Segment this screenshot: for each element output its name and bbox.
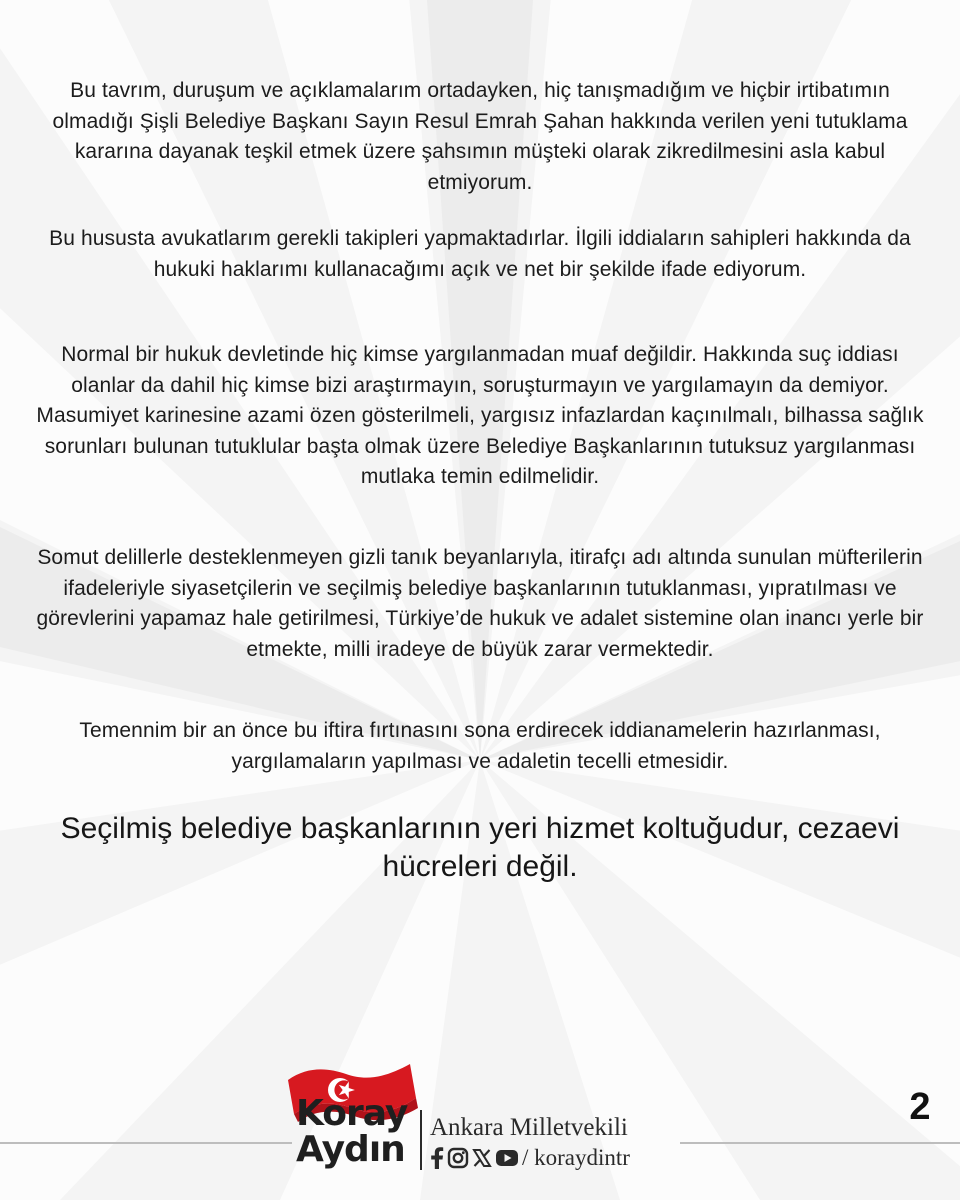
social-handle: / koraydintr — [522, 1145, 630, 1170]
instagram-icon[interactable] — [447, 1147, 469, 1169]
logo-separator — [420, 1110, 422, 1170]
paragraph-1: Bu tavrım, duruşum ve açıklamalarım ortadayken, hiç tanışmadığım ve hiçbir irtibatımın olmadığı Şişli Belediye Başkanı Sayın Resul Emrah Şahan hakkında verilen yeni tutuklama kararına dayanak teşkil etmek üzere şahsımın müşteki olarak zikredilmesini asla kabul etmiyorum. — [52, 79, 908, 194]
closing-statement: Seçilmiş belediye başkanlarının yeri hizmet koltuğudur, cezaevi hücreleri değil. — [60, 812, 900, 883]
logo-first-name: Koray — [296, 1093, 408, 1134]
social-row — [430, 1146, 630, 1170]
paragraph-2: Bu hususta avukatlarım gerekli takipleri yapmaktadırlar. İlgili iddiaların sahipleri hakkında da hukuki haklarımı kullanacağımı açık ve net bir şekilde ifade ediyorum. — [49, 227, 911, 281]
paragraph-4: Somut delillerle desteklenmeyen gizli tanık beyanlarıyla, itirafçı adı altında sunulan müfterilerin ifadeleriyle siyasetçilerin ve seçilmiş belediye başkanlarının tutuklanması, yıpratılması ve görevlerini yapamaz hale getirilmesi, Türkiye’de hukuk ve adalet sistemine olan inancı yerle bir etmekte, milli iradeye de büyük zarar vermektedir. — [36, 546, 924, 661]
logo-last-name: Aydın — [296, 1129, 405, 1170]
page-number: 2 — [909, 1086, 931, 1128]
x-icon[interactable] — [472, 1148, 492, 1168]
paragraph-5: Temennim bir an önce bu iftira fırtınasını sona erdirecek iddianamelerin hazırlanması, yargılamaların yapılması ve adaletin tecelli etmesidir. — [79, 719, 881, 773]
footer-divider-left — [0, 1142, 292, 1144]
footer-divider-right — [680, 1142, 960, 1144]
facebook-icon[interactable] — [430, 1147, 444, 1169]
koray-aydin-logo — [284, 1058, 684, 1178]
paragraph-3: Normal bir hukuk devletinde hiç kimse yargılanmadan muaf değildir. Hakkında suç iddiası olanlar da dahil hiç kimse bizi araştırmayın, soruşturmayın ve yargılamayın da demiyor. Masumiyet karinesine azami özen gösterilmeli, yargısız infazlardan kaçınılmalı, bilhassa sağlık sorunları bulunan tutuklular başta olmak üzere Belediye Başkanlarının tutuksuz yargılanması mutlaka temin edilmelidir. — [36, 343, 924, 488]
youtube-icon[interactable] — [495, 1149, 519, 1167]
role-title: Ankara Milletvekili — [430, 1114, 628, 1141]
